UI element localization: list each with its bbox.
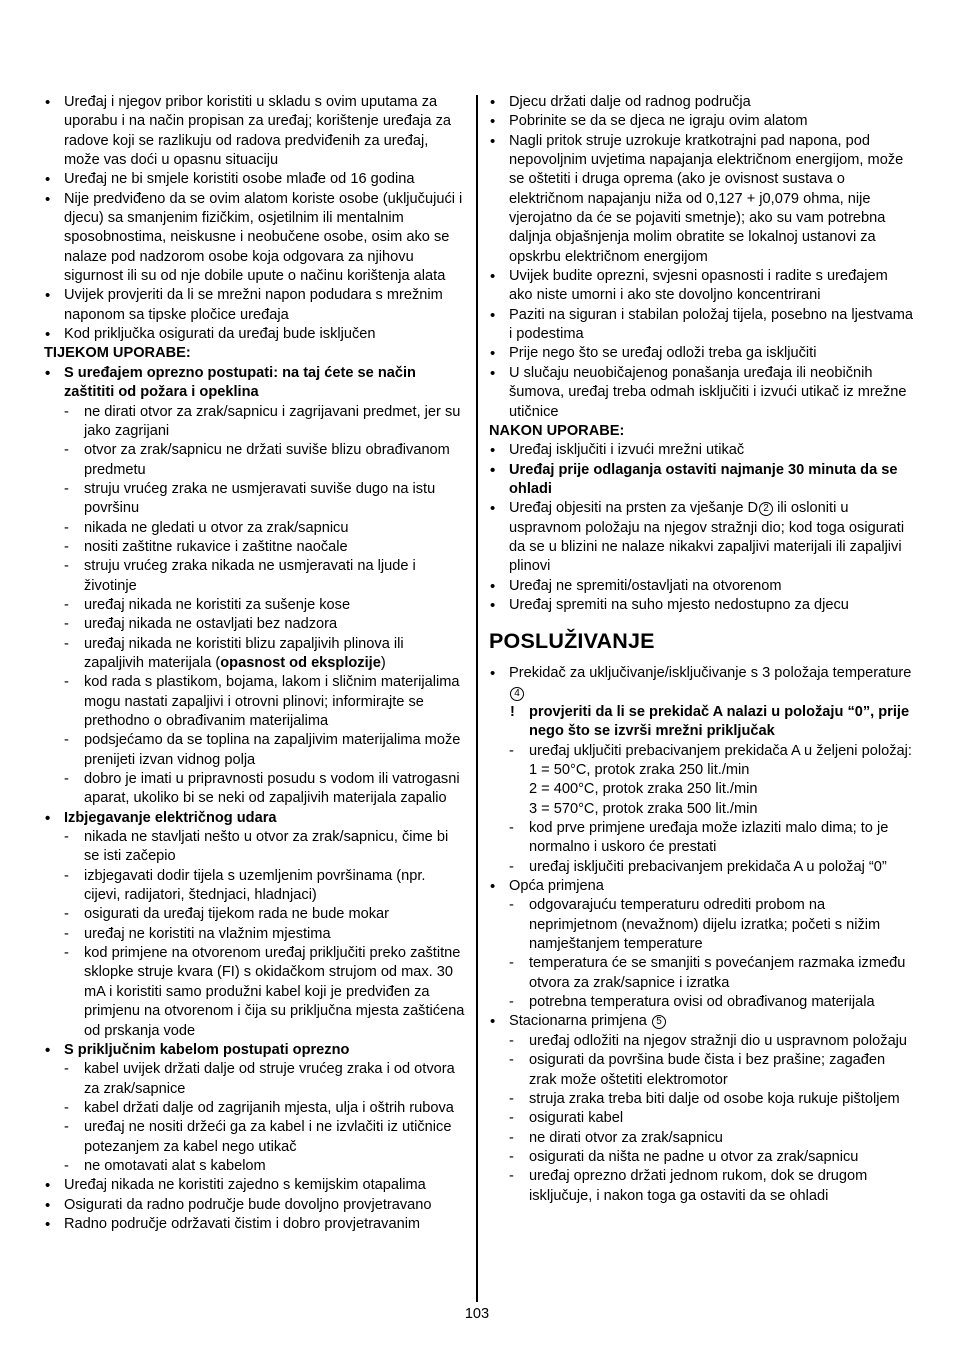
dash-text: uređaj nikada ne ostavljati bez nadzora <box>84 616 338 633</box>
dash-text: kod prve primjene uređaja može izlaziti malo dima; to je normalno i uskoro će prestati <box>529 820 889 856</box>
dash-text: uređaj isključiti prebacivanjem prekidača A u položaj “0” <box>529 858 887 875</box>
bullet-item <box>489 577 913 596</box>
dash-text: kabel držati dalje od zagrijanih mjesta, ulja i oštrih rubova <box>84 1099 454 1116</box>
dash-text: uređaj oprezno držati jednom rukom, dok se drugom isključuje, i nakon toga ga ostaviti da se ohladi <box>529 1168 868 1204</box>
list-marker: • <box>490 306 496 324</box>
dash-item <box>489 1032 913 1051</box>
list-marker: - <box>64 674 69 691</box>
list-marker: - <box>64 906 69 923</box>
list-marker: - <box>64 403 69 420</box>
list-marker: • <box>490 442 496 460</box>
figure-ref: 2 <box>759 502 773 516</box>
dash-item <box>44 480 466 519</box>
bullet-item <box>44 325 466 344</box>
list-marker: • <box>45 326 51 344</box>
dash-text: ne dirati otvor za zrak/sapnicu <box>529 1129 723 1146</box>
list-marker: - <box>64 867 69 884</box>
dash-text: uređaj odložiti na njegov stražnji dio u uspravnom položaju <box>529 1032 908 1049</box>
list-marker: - <box>64 1061 69 1078</box>
dash-text: nositi zaštitne rukavice i zaštitne naočale <box>84 538 348 555</box>
dash-item <box>489 1129 913 1148</box>
bullet-item <box>44 364 466 403</box>
list-marker: - <box>509 742 514 759</box>
list-marker: - <box>64 558 69 575</box>
bullet-item <box>44 1176 466 1195</box>
list-marker: - <box>64 732 69 749</box>
bullet-item <box>489 112 913 131</box>
bullet-item <box>489 877 913 896</box>
list-marker: • <box>490 345 496 363</box>
dash-item <box>44 770 466 809</box>
list-marker: • <box>490 596 496 614</box>
bullet-text: Uređaj i njegov pribor koristiti u skladu s ovim uputama za uporabu i na način propisan za uređaj; korištenje uređaja za radove koji se razlikuju od radova predviđenih za uređaj, može vas doći u opasnu situaciju <box>64 94 451 169</box>
list-line: 2 = 400°C, protok zraka 250 lit./min <box>529 781 758 798</box>
list-marker: - <box>64 442 69 459</box>
bullet-item <box>489 664 913 703</box>
list-marker: • <box>45 1177 51 1195</box>
dash-item <box>44 557 466 596</box>
bullet-text: Uvijek budite oprezni, svjesni opasnosti i radite s uređajem ako niste umorni i ako ste dovoljno koncentrirani <box>509 268 888 304</box>
dash-text: uređaj nikada ne koristiti blizu zapaljivih plinova ili zapaljivih materijala ( <box>84 635 404 671</box>
dash-item <box>489 1090 913 1109</box>
dash-text: ne omotavati alat s kabelom <box>84 1157 266 1174</box>
list-marker: • <box>45 809 51 827</box>
dash-item <box>489 954 913 993</box>
dash-text: izbjegavati dodir tijela s uzemljenim površinama (npr. cijevi, radijatori, štednjaci, hladnjaci) <box>84 867 426 904</box>
list-marker: - <box>509 1032 514 1049</box>
list-marker: • <box>490 364 496 382</box>
list-marker: - <box>64 616 69 633</box>
list-marker: - <box>64 771 69 788</box>
dash-item <box>44 828 466 867</box>
bullet-text: Opća primjena <box>509 878 604 895</box>
dash-item <box>44 925 466 944</box>
dash-text: otvor za zrak/sapnicu ne držati suviše blizu obrađivanom predmetu <box>84 442 450 478</box>
dash-text: dobro je imati u pripravnosti posudu s vodom ili vatrogasni aparat, ukoliko bi se neki od zapaljivih materijala zapalio <box>84 771 460 807</box>
bullet-item <box>489 132 913 267</box>
bullet-text: Kod priključka osigurati da uređaj bude isključen <box>64 326 376 343</box>
bullet-text: Nagli pritok struje uzrokuje kratkotrajni pad napona, pod nepovoljnim uvjetima napajanja električnom energijom, može se oštetiti i druga oprema (ako je ovisnost sustava o električnom napajanju niža od 0,127 + j0,079 ohma, nije vjerojatno da će se pojaviti smetnje); ako su vam potrebna daljnja objašnjenja molim obratite se lokalnoj ustanovi za opskrbu električnom energijom <box>509 132 904 265</box>
bullet-text: Prije nego što se uređaj odloži treba ga isključiti <box>509 345 817 362</box>
figure-ref: 5 <box>652 1015 666 1029</box>
bullet-text: Uređaj ne spremiti/ostavljati na otvorenom <box>509 577 782 594</box>
dash-text: kod rada s plastikom, bojama, lakom i sličnim materijalima mogu nastati zapaljivi i otrovni plinovi; informirajte se prethodno o obrađivanim materijalima <box>84 674 460 729</box>
dash-text: ne dirati otvor za zrak/sapnicu i zagrijavani predmet, jer su jako zagrijani <box>84 403 461 439</box>
dash-item <box>44 1060 466 1099</box>
list-marker: • <box>490 878 496 896</box>
dash-item <box>44 635 466 674</box>
bullet-item <box>44 1196 466 1215</box>
dash-item <box>44 905 466 924</box>
list-marker: - <box>64 925 69 942</box>
bullet-item <box>489 364 913 422</box>
bullet-text: Uređaj ne bi smjele koristiti osobe mlađe od 16 godina <box>64 171 415 188</box>
list-marker: • <box>490 132 496 150</box>
list-marker: • <box>45 1215 51 1233</box>
list-marker: • <box>490 268 496 286</box>
list-marker: - <box>509 820 514 837</box>
dash-item <box>44 1118 466 1157</box>
section-subheading: TIJEKOM UPORABE: <box>44 345 191 362</box>
dash-item <box>489 993 913 1012</box>
dash-item <box>489 1109 913 1128</box>
section-heading: POSLUŽIVANJE <box>489 629 655 654</box>
bullet-item <box>44 286 466 325</box>
bullet-text: S priključnim kabelom postupati oprezno <box>64 1041 350 1058</box>
bullet-item <box>489 461 913 500</box>
dash-item <box>44 519 466 538</box>
list-marker: - <box>64 596 69 613</box>
list-marker: • <box>45 190 51 208</box>
dash-text: kod primjene na otvorenom uređaj priključiti preko zaštitne sklopke struje kvara (FI) s okidačkom strujom od max. 30 mA i koristiti samo produžni kabel koji je predviđen za primjenu na otvorenom i čija su priključna mjesta zaštićena od prskanja vode <box>84 945 465 1039</box>
dash-text: osigurati da uređaj tijekom rada ne bude mokar <box>84 906 390 923</box>
list-marker: - <box>64 519 69 536</box>
dash-text: nikada ne gledati u otvor za zrak/sapnicu <box>84 519 349 536</box>
list-marker: - <box>509 1052 514 1069</box>
bullet-text-cont: ili osloniti u uspravnom položaju na njegov stražnji dio; kod toga osigurati da se u blizini ne nalaze nikakvi zapaljivi materijali ili zapaljivi plinovi <box>509 500 905 575</box>
list-marker: - <box>64 538 69 555</box>
dash-item <box>44 1099 466 1118</box>
dash-item <box>44 731 466 770</box>
list-line: 1 = 50°C, protok zraka 250 lit./min <box>529 762 750 778</box>
list-line: 3 = 570°C, protok zraka 500 lit./min <box>529 800 758 817</box>
list-marker: - <box>509 1168 514 1185</box>
bullet-text: Prekidač za uključivanje/isključivanje s 3 položaja temperature <box>509 665 912 682</box>
dash-text: potrebna temperatura ovisi od obrađivanog materijala <box>529 994 875 1011</box>
bullet-text: Uređaj prije odlaganja ostaviti najmanje 30 minuta da se ohladi <box>509 461 898 497</box>
dash-item <box>44 867 466 906</box>
bullet-text: Uređaj nikada ne koristiti zajedno s kemijskim otapalima <box>64 1177 426 1194</box>
list-marker: • <box>45 171 51 189</box>
list-marker: - <box>509 1090 514 1107</box>
bullet-text: Paziti na siguran i stabilan položaj tijela, posebno na ljestvama i podestima <box>509 306 914 343</box>
dash-text: struju vrućeg zraka nikada ne usmjeravati na ljude i životinje <box>84 558 416 594</box>
bullet-item <box>44 1215 466 1234</box>
bullet-item <box>44 93 466 170</box>
bullet-item <box>489 441 913 460</box>
dash-text: uređaj ne nositi držeći ga za kabel i ne izvlačiti iz utičnice potezanjem za kabel nego utikač <box>84 1119 452 1155</box>
dash-item <box>489 1051 913 1090</box>
dash-item <box>489 858 913 877</box>
bullet-item <box>489 93 913 112</box>
bullet-text: Osigurati da radno područje bude dovoljno provjetravano <box>64 1196 432 1213</box>
dash-item <box>44 673 466 731</box>
dash-text: uređaj nikada ne koristiti za sušenje kose <box>84 596 351 613</box>
bullet-text: Uvijek provjeriti da li se mrežni napon podudara s mrežnim naponom sa tipske pločice uređaja <box>64 287 443 323</box>
bullet-text: Uređaj isključiti i izvući mrežni utikač <box>509 442 745 459</box>
list-marker: - <box>509 955 514 972</box>
dash-text-end: ) <box>380 654 386 671</box>
list-marker: • <box>490 577 496 595</box>
list-marker: • <box>490 665 496 683</box>
list-marker: - <box>64 1099 69 1116</box>
bullet-text: Stacionarna primjena <box>509 1013 651 1030</box>
list-marker: - <box>509 1110 514 1127</box>
dash-text-bold: opasnost od eksplozije <box>220 654 381 671</box>
dash-text: podsjećamo da se toplina na zapaljivim materijalima može prenijeti izvan vidnog polja <box>84 732 461 768</box>
bullet-text: Nije predviđeno da se ovim alatom koriste osobe (uključujući i djecu) sa smanjenim fizičkim, osjetilnim ili mentalnim sposobnostima, neiskusne i neobučene osobe, osim ako se nalaze pod nadzorom osobe koja odgovara za njihovu sigurnost ili su od nje dobile upute o načinu korištenja alata <box>64 190 463 285</box>
dash-item <box>44 944 466 1041</box>
dash-text: nikada ne stavljati nešto u otvor za zrak/sapnicu, čime bi se isti začepio <box>84 829 449 865</box>
list-marker: • <box>490 1013 496 1031</box>
dash-text: struju vrućeg zraka ne usmjeravati suviše dugo na istu površinu <box>84 480 436 517</box>
bullet-item <box>44 1041 466 1060</box>
dash-item <box>44 403 466 442</box>
bullet-text: Pobrinite se da se djeca ne igraju ovim alatom <box>509 113 808 130</box>
bullet-text: U slučaju neuobičajenog ponašanja uređaja ili neobičnih šumova, uređaj treba odmah isključiti i izvući utikač iz mrežne utičnice <box>509 364 907 420</box>
right-column <box>489 93 913 1206</box>
list-marker: • <box>490 500 496 518</box>
bullet-item <box>489 499 913 576</box>
list-marker: • <box>490 461 496 479</box>
list-marker: - <box>64 635 69 652</box>
dash-item <box>44 615 466 634</box>
list-marker: - <box>509 858 514 875</box>
dash-item <box>44 538 466 557</box>
bullet-item <box>489 306 913 345</box>
list-marker: • <box>45 94 51 111</box>
dash-text: odgovarajuću temperaturu odrediti probom na neprimjetnom (nevažnom) dijelu izratka; početi s nižim namještanjem temperature <box>529 897 881 953</box>
dash-text: osigurati kabel <box>529 1110 624 1127</box>
list-marker: - <box>509 994 514 1011</box>
dash-item <box>44 441 466 480</box>
bullet-text: S uređajem oprezno postupati: na taj ćete se način zaštititi od požara i opeklina <box>64 364 416 401</box>
list-marker: • <box>45 364 51 382</box>
bullet-text: Uređaj spremiti na suho mjesto nedostupno za djecu <box>509 596 849 613</box>
dash-text: struja zraka treba biti dalje od osobe koja rukuje pištoljem <box>529 1090 900 1107</box>
dash-text: uređaj uključiti prebacivanjem prekidača A u željeni položaj: <box>529 742 912 759</box>
dash-item <box>489 896 913 954</box>
list-marker: - <box>509 1129 514 1146</box>
list-marker: - <box>64 480 69 497</box>
dash-item <box>44 596 466 615</box>
bullet-item <box>44 170 466 189</box>
list-marker: - <box>64 1157 69 1174</box>
bullet-text: Izbjegavanje električnog udara <box>64 809 277 826</box>
bullet-item <box>489 596 913 615</box>
bullet-item <box>489 344 913 363</box>
warning-item <box>489 703 913 742</box>
page-number: 103 <box>464 1306 490 1322</box>
figure-ref: 4 <box>510 687 524 701</box>
bullet-item <box>44 190 466 287</box>
column-divider <box>476 95 478 1302</box>
bullet-item <box>489 1012 913 1031</box>
dash-text: osigurati da ništa ne padne u otvor za zrak/sapnicu <box>529 1148 859 1165</box>
list-marker: • <box>490 113 496 131</box>
bullet-item <box>489 267 913 306</box>
list-marker: • <box>45 287 51 305</box>
dash-item <box>489 1148 913 1167</box>
warning-text: provjeriti da li se prekidač A nalazi u položaju “0”, prije nego što se izvrši mrežni priključak <box>529 703 910 740</box>
dash-text: uređaj ne koristiti na vlažnim mjestima <box>84 925 331 942</box>
dash-text: osigurati da površina bude čista i bez prašine; zagađen zrak može oštetiti elektromotor <box>529 1052 886 1088</box>
dash-text: kabel uvijek držati dalje od struje vrućeg zraka i od otvora za zrak/sapnice <box>84 1061 455 1097</box>
list-marker: - <box>509 897 514 914</box>
dash-item <box>489 819 913 858</box>
bullet-text: Djecu držati dalje od radnog područja <box>509 94 751 110</box>
left-column <box>44 93 466 1234</box>
list-marker: - <box>64 945 69 962</box>
bullet-text: Radno područje održavati čistim i dobro provjetravanim <box>64 1215 421 1232</box>
dash-item <box>44 1157 466 1176</box>
list-marker: • <box>490 94 496 111</box>
list-marker: ! <box>510 703 515 720</box>
section-subheading: NAKON UPORABE: <box>489 422 625 439</box>
list-marker: • <box>45 1196 51 1214</box>
list-marker: • <box>45 1041 51 1059</box>
list-marker: - <box>64 1119 69 1136</box>
dash-item <box>489 1167 913 1206</box>
bullet-text: Uređaj objesiti na prsten za vješanje D <box>509 500 759 517</box>
bullet-item <box>44 809 466 828</box>
dash-text: temperatura će se smanjiti s povećanjem razmaka između otvora za zrak/sapnice i izratka <box>529 955 906 991</box>
dash-item <box>489 742 913 761</box>
list-marker: - <box>64 829 69 846</box>
list-marker: - <box>509 1148 514 1165</box>
